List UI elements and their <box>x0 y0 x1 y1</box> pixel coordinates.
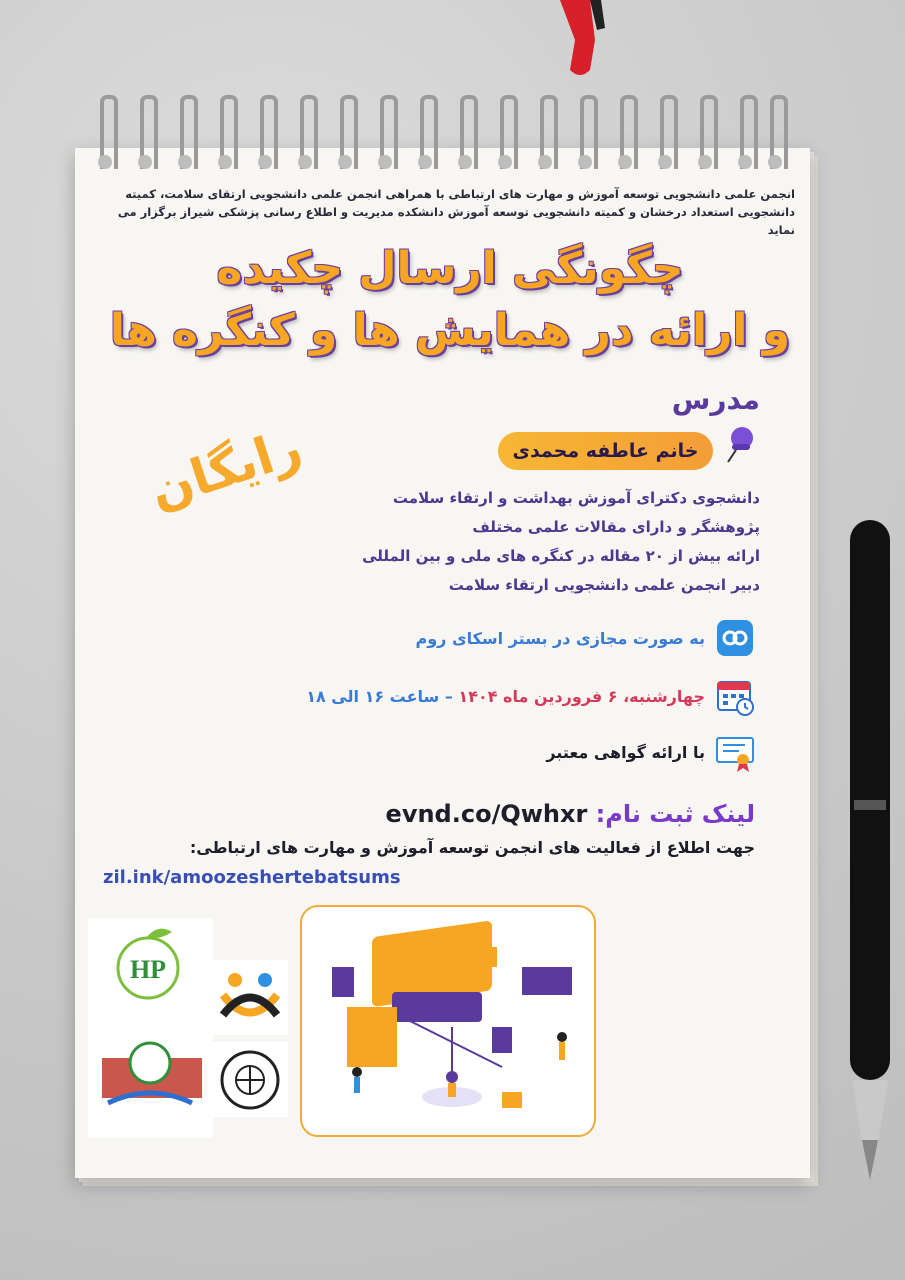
page-title <box>90 238 810 362</box>
bio-item: پژوهشگر و دارای مقالات علمی مختلف <box>472 518 760 536</box>
date-row <box>306 676 755 716</box>
online-text: به صورت مجازی در بستر اسکای روم <box>415 628 705 648</box>
certificate-icon <box>715 732 755 772</box>
pin-icon <box>722 424 758 464</box>
intro-line-1: انجمن علمی دانشجویی توسعه آموزش و مهارت های ارتباطی با همراهی انجمن علمی دانشجویی ارتقای سلامت، کمیته <box>125 187 795 201</box>
association-logo <box>213 960 288 1035</box>
event-time: – ساعت ۱۶ الی ۱۸ <box>306 686 453 706</box>
teacher-label: مدرس <box>671 383 760 416</box>
university-logo <box>213 1042 288 1117</box>
teacher-name: خانم عاطفه محمدی <box>498 432 713 470</box>
bio-item: ارائه بیش از ۲۰ مقاله در کنگره های ملی و بین المللی <box>362 547 760 565</box>
hp-logo <box>88 918 213 1138</box>
title-line-2: و ارائه در همایش ها و کنگره ها <box>109 305 791 356</box>
info-text: جهت اطلاع از فعالیت های انجمن توسعه آموزش و مهارت های ارتباطی: <box>189 838 755 857</box>
illustration <box>300 905 596 1137</box>
info-link[interactable]: zil.ink/amoozeshertebatsums <box>103 867 401 888</box>
certificate-row <box>546 732 755 772</box>
free-badge: رایگان <box>142 417 309 521</box>
online-row <box>415 618 755 658</box>
teacher-bio <box>240 484 760 600</box>
certificate-text: با ارائه گواهی معتبر <box>546 742 705 762</box>
event-date: چهارشنبه، ۶ فروردین ماه ۱۴۰۴ <box>458 686 705 706</box>
bio-item: دبیر انجمن علمی دانشجویی ارتقاء سلامت <box>448 576 760 594</box>
date-text <box>306 687 705 706</box>
registration-link[interactable]: evnd.co/Qwhxr <box>385 800 588 828</box>
intro-line-2: دانشجویی استعداد درخشان و کمیته دانشجویی توسعه آموزش دانشکده مدیریت و اطلاع رسانی پزشکی شیراز برگزار می نماید <box>117 205 795 237</box>
skyroom-icon <box>715 618 755 658</box>
intro-text <box>110 185 795 239</box>
bio-item: دانشجوی دکترای آموزش بهداشت و ارتقاء سلامت <box>392 489 760 507</box>
title-line-1: چگونگی ارسال چکیده <box>216 243 684 294</box>
logo-panel <box>88 918 213 1138</box>
calendar-icon <box>715 676 755 716</box>
registration <box>386 800 755 828</box>
hp-logo-text: HP <box>129 955 167 984</box>
registration-label: لینک ثبت نام: <box>595 800 755 828</box>
